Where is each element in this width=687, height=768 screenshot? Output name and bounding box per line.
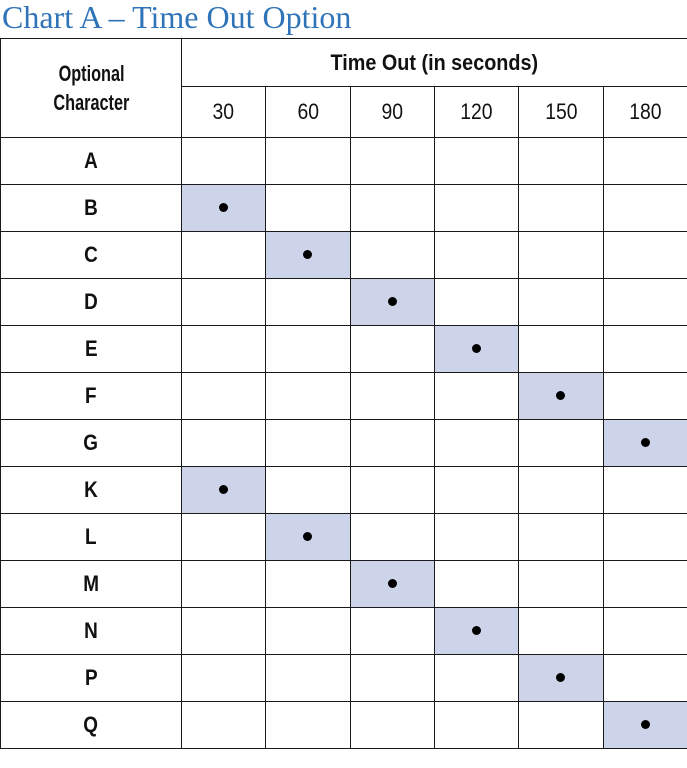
table-cell	[603, 185, 687, 232]
dot-icon	[388, 579, 397, 588]
table-cell	[266, 561, 350, 608]
row-label-g	[1, 420, 182, 467]
table-cell	[182, 561, 266, 608]
table-row	[1, 514, 687, 561]
table-cell	[182, 514, 266, 561]
column-header-label: 120	[460, 99, 493, 124]
table-cell	[434, 467, 518, 514]
table-cell	[519, 185, 603, 232]
row-label-q	[1, 702, 182, 749]
dot-icon	[219, 485, 228, 494]
table-row	[1, 185, 687, 232]
row-label-text: D	[84, 289, 98, 314]
optional-character-label-line1: Optional	[58, 61, 124, 86]
table-cell	[434, 702, 518, 749]
table-cell	[266, 608, 350, 655]
table-cell	[603, 514, 687, 561]
table-cell	[519, 514, 603, 561]
row-label-text: K	[84, 477, 98, 502]
column-header-150	[519, 87, 603, 138]
table-row	[1, 608, 687, 655]
column-header-180	[603, 87, 687, 138]
table-cell-selected	[434, 608, 518, 655]
table-row	[1, 326, 687, 373]
table-cell	[434, 561, 518, 608]
table-row	[1, 561, 687, 608]
table-row	[1, 702, 687, 749]
table-cell	[519, 420, 603, 467]
table-cell	[519, 467, 603, 514]
dot-icon	[472, 344, 481, 353]
column-header-120	[434, 87, 518, 138]
column-header-label: 60	[297, 99, 319, 124]
table-cell	[519, 561, 603, 608]
table-cell	[434, 232, 518, 279]
dot-icon	[303, 532, 312, 541]
table-cell	[350, 326, 434, 373]
table-cell	[603, 232, 687, 279]
dot-icon	[472, 626, 481, 635]
table-cell-selected	[434, 326, 518, 373]
header-row	[1, 39, 687, 87]
row-label-text: C	[84, 242, 98, 267]
row-label-d	[1, 279, 182, 326]
row-label-text: M	[83, 571, 99, 596]
table-cell	[519, 608, 603, 655]
table-cell	[603, 467, 687, 514]
table-cell	[434, 514, 518, 561]
row-label-text: B	[84, 195, 98, 220]
table-cell	[603, 373, 687, 420]
row-label-text: P	[84, 665, 98, 690]
table-row	[1, 655, 687, 702]
table-cell	[266, 655, 350, 702]
optional-character-label-line2: Character	[53, 90, 129, 115]
table-cell	[350, 232, 434, 279]
table-cell	[519, 702, 603, 749]
column-group-time-out	[182, 39, 687, 87]
table-cell-selected	[603, 420, 687, 467]
column-header-label: 90	[381, 99, 404, 124]
table-cell	[266, 185, 350, 232]
table-cell	[182, 655, 266, 702]
table-cell	[603, 326, 687, 373]
table-body	[1, 138, 687, 749]
row-label-c	[1, 232, 182, 279]
table-cell	[266, 279, 350, 326]
table-cell	[350, 608, 434, 655]
table-cell-selected	[519, 373, 603, 420]
table-cell	[434, 655, 518, 702]
table-cell-selected	[603, 702, 687, 749]
table-cell	[182, 373, 266, 420]
row-label-f	[1, 373, 182, 420]
dot-icon	[641, 438, 650, 447]
table-cell	[350, 655, 434, 702]
row-label-text: Q	[83, 712, 99, 737]
table-cell	[266, 326, 350, 373]
table-cell-selected	[266, 514, 350, 561]
table-cell-selected	[519, 655, 603, 702]
row-label-m	[1, 561, 182, 608]
table-cell-selected	[266, 232, 350, 279]
table-cell	[182, 608, 266, 655]
row-label-e	[1, 326, 182, 373]
table-cell	[350, 702, 434, 749]
row-label-text: E	[84, 336, 98, 361]
column-header-60	[266, 87, 350, 138]
time-out-table	[0, 38, 687, 749]
table-cell	[182, 279, 266, 326]
dot-icon	[556, 673, 565, 682]
column-header-90	[350, 87, 434, 138]
row-label-b	[1, 185, 182, 232]
table-row	[1, 138, 687, 185]
table-cell	[266, 138, 350, 185]
table-cell	[603, 138, 687, 185]
table-cell	[603, 608, 687, 655]
table-cell	[350, 420, 434, 467]
table-cell-selected	[350, 279, 434, 326]
table-row	[1, 420, 687, 467]
table-cell-selected	[182, 467, 266, 514]
row-label-text: G	[83, 430, 99, 455]
table-cell	[519, 138, 603, 185]
row-label-p	[1, 655, 182, 702]
table-row	[1, 232, 687, 279]
table-row	[1, 373, 687, 420]
dot-icon	[641, 720, 650, 729]
row-label-text: L	[85, 524, 97, 549]
table-cell	[182, 326, 266, 373]
table-cell	[350, 514, 434, 561]
column-header-label: 150	[544, 99, 578, 124]
row-label-a	[1, 138, 182, 185]
column-header-label: 30	[212, 99, 235, 124]
table-row	[1, 467, 687, 514]
table-cell	[519, 279, 603, 326]
row-label-l	[1, 514, 182, 561]
column-header-30	[182, 87, 266, 138]
table-cell	[434, 373, 518, 420]
column-header-optional-character	[1, 39, 182, 138]
dot-icon	[303, 250, 312, 259]
table-cell	[182, 138, 266, 185]
table-cell	[350, 373, 434, 420]
table-cell	[182, 232, 266, 279]
row-label-text: F	[85, 383, 97, 408]
table-cell	[182, 420, 266, 467]
table-cell	[266, 420, 350, 467]
optional-character-label	[47, 59, 135, 117]
table-cell	[603, 279, 687, 326]
dot-icon	[219, 203, 228, 212]
table-cell	[350, 138, 434, 185]
table-row	[1, 279, 687, 326]
row-label-n	[1, 608, 182, 655]
table-cell	[434, 420, 518, 467]
table-cell	[519, 232, 603, 279]
table-cell	[182, 702, 266, 749]
row-label-k	[1, 467, 182, 514]
page-title: Chart A – Time Out Option	[2, 0, 352, 35]
row-label-text: N	[84, 618, 98, 643]
table-cell-selected	[182, 185, 266, 232]
table-cell	[434, 138, 518, 185]
dot-icon	[556, 391, 565, 400]
table-cell	[266, 467, 350, 514]
table-cell	[519, 326, 603, 373]
column-header-label: 180	[629, 99, 662, 124]
table-header	[1, 39, 687, 138]
table-cell	[350, 467, 434, 514]
time-out-label: Time Out (in seconds)	[330, 49, 539, 75]
table-cell	[434, 279, 518, 326]
table-cell	[434, 185, 518, 232]
table-cell	[266, 373, 350, 420]
table-cell	[603, 561, 687, 608]
table-cell-selected	[350, 561, 434, 608]
table-cell	[350, 185, 434, 232]
table-cell	[266, 702, 350, 749]
table-cell	[603, 655, 687, 702]
dot-icon	[388, 297, 397, 306]
row-label-text: A	[84, 148, 98, 173]
